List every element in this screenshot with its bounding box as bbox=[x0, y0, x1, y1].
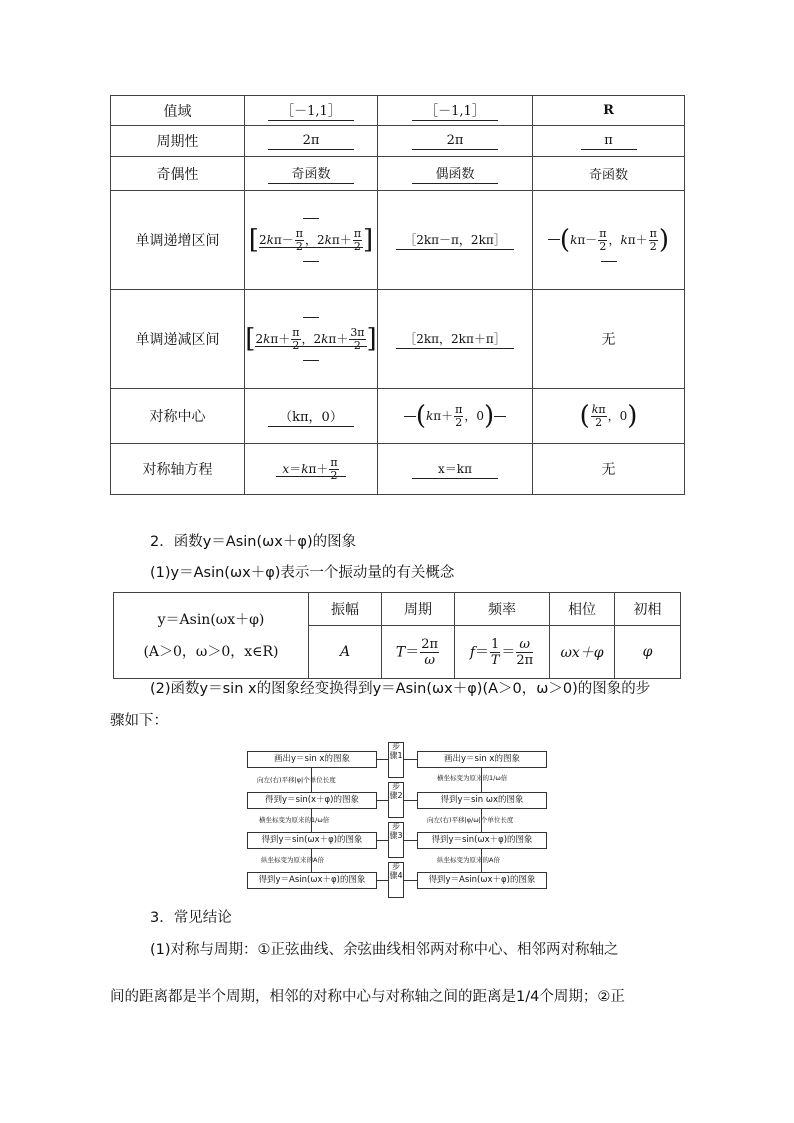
step-1-label: 步骤1 bbox=[388, 742, 404, 778]
cos-parity: 偶函数 bbox=[412, 163, 498, 184]
cos-increasing-interval: ［2kπ－π，2kπ］ bbox=[396, 231, 513, 250]
row-label: 对称中心 bbox=[111, 389, 245, 444]
sin-parity: 奇函数 bbox=[268, 163, 354, 184]
step-3-label: 步骤3 bbox=[388, 822, 404, 858]
tan-symmetry-center: ( $\frac{k\pi}{2}$ ，0) bbox=[533, 389, 685, 444]
header-period: 周期 bbox=[382, 593, 455, 626]
left-note-3: 纵坐标变为原来的A倍 bbox=[261, 856, 324, 864]
header-frequency: 频率 bbox=[455, 593, 550, 626]
row-label: 单调递增区间 bbox=[111, 191, 245, 290]
section-2-sub1: (1)y＝Asin(ωx＋φ)表示一个振动量的有关概念 bbox=[150, 565, 455, 581]
left-note-2: 横坐标变为原来的1/ω倍 bbox=[259, 816, 330, 824]
row-label: 奇偶性 bbox=[111, 157, 245, 191]
trig-properties-table bbox=[110, 95, 685, 495]
header-phase: 相位 bbox=[550, 593, 615, 626]
tan-period: π bbox=[581, 133, 637, 150]
section-2-sub2-line2: 骤如下： bbox=[110, 713, 168, 729]
value-period: T＝ $\frac{2\pi}{\omega}$ bbox=[382, 626, 455, 679]
right-step-4-box: 得到y＝Asin(ωx＋φ)的图象 bbox=[417, 872, 547, 889]
table-row bbox=[111, 157, 685, 191]
left-step-2-box: 得到y＝sin(x＋φ)的图象 bbox=[247, 792, 377, 809]
value-phase: ωx＋φ bbox=[550, 626, 615, 679]
row-label: 对称轴方程 bbox=[111, 444, 245, 495]
tan-range: R bbox=[603, 103, 614, 118]
step-4-label: 步骤4 bbox=[388, 862, 404, 898]
row-label: 周期性 bbox=[111, 126, 245, 157]
table-row bbox=[111, 290, 685, 389]
sin-symmetry-center: （kπ，0） bbox=[268, 406, 354, 427]
right-note-1: 横坐标变为原来的1/ω倍 bbox=[437, 774, 508, 782]
cos-period: 2π bbox=[412, 133, 498, 150]
right-step-1-box: 画出y＝sin x的图象 bbox=[417, 751, 547, 768]
table-row bbox=[111, 126, 685, 157]
cos-decreasing-interval: ［2kπ，2kπ＋π］ bbox=[396, 330, 513, 349]
header-amplitude: 振幅 bbox=[309, 593, 382, 626]
table-row bbox=[111, 96, 685, 126]
value-initial-phase: φ bbox=[615, 626, 681, 679]
value-frequency: f＝ $\frac{1}{T}$ ＝ $\frac{\omega}{2\pi}$ bbox=[455, 626, 550, 679]
table-row bbox=[111, 191, 685, 290]
right-note-2: 向左(右)平移|φ/ω|个单位长度 bbox=[427, 816, 514, 824]
oscillation-concepts-table bbox=[113, 592, 681, 679]
sin-increasing-interval: [2kπ－ $\frac{\pi}{2}$ ，2kπ＋ $\frac{\pi}{2}$ ] bbox=[245, 191, 378, 290]
table-row bbox=[111, 444, 685, 495]
right-note-3: 纵坐标变为原来的A倍 bbox=[437, 856, 500, 864]
sin-period: 2π bbox=[268, 133, 354, 150]
row-label: 值域 bbox=[111, 96, 245, 126]
left-step-3-box: 得到y＝sin(ωx＋φ)的图象 bbox=[247, 832, 377, 849]
row-label: 单调递减区间 bbox=[111, 290, 245, 389]
cos-symmetry-axis: x＝kπ bbox=[412, 460, 498, 479]
sin-range: ［－1,1］ bbox=[268, 100, 354, 121]
sin-symmetry-axis: x＝kπ＋ $\frac{\pi}{2}$ bbox=[245, 444, 378, 495]
right-step-2-box: 得到y＝sin ωx的图象 bbox=[417, 792, 547, 809]
tan-decreasing-interval: 无 bbox=[601, 332, 616, 348]
tan-symmetry-axis: 无 bbox=[601, 462, 616, 478]
tan-parity: 奇函数 bbox=[588, 167, 628, 183]
transformation-flowchart bbox=[247, 743, 547, 893]
header-initial-phase: 初相 bbox=[615, 593, 681, 626]
left-note-1: 向左(右)平移|φ|个单位长度 bbox=[257, 776, 336, 784]
table-row bbox=[114, 593, 681, 626]
left-step-4-box: 得到y＝Asin(ωx＋φ)的图象 bbox=[247, 872, 377, 889]
section-3-line2: 间的距离都是半个周期，相邻的对称中心与对称轴之间的距离是1/4个周期；②正 bbox=[110, 989, 625, 1005]
value-amplitude: A bbox=[309, 626, 382, 679]
section-3-line1: (1)对称与周期：①正弦曲线、余弦曲线相邻两对称中心、相邻两对称轴之 bbox=[150, 942, 619, 958]
function-definition-cell: y＝Asin(ωx＋φ) (A＞0，ω＞0，x∈R) bbox=[114, 593, 309, 679]
cos-range: ［－1,1］ bbox=[412, 100, 498, 121]
section-2-heading: 2．函数y＝Asin(ωx＋φ)的图象 bbox=[150, 534, 357, 550]
step-2-label: 步骤2 bbox=[388, 782, 404, 818]
left-step-1-box: 画出y＝sin x的图象 bbox=[247, 751, 377, 768]
section-2-sub2-line1: (2)函数y＝sin x的图象经变换得到y＝Asin(ωx＋φ)(A＞0，ω＞0)的图象的步 bbox=[150, 681, 651, 697]
section-3-heading: 3．常见结论 bbox=[150, 910, 232, 926]
table-row bbox=[111, 389, 685, 444]
tan-increasing-interval: (kπ－ $\frac{\pi}{2}$ ，kπ＋ $\frac{\pi}{2}$ ) bbox=[533, 191, 685, 290]
cos-symmetry-center: (kπ＋ $\frac{\pi}{2}$ ，0) bbox=[378, 389, 533, 444]
right-step-3-box: 得到y＝sin(ωx＋φ)的图象 bbox=[417, 832, 547, 849]
sin-decreasing-interval: [2kπ＋ $\frac{\pi}{2}$ ，2kπ＋ $\frac{3\pi}{2}$ ] bbox=[245, 290, 378, 389]
